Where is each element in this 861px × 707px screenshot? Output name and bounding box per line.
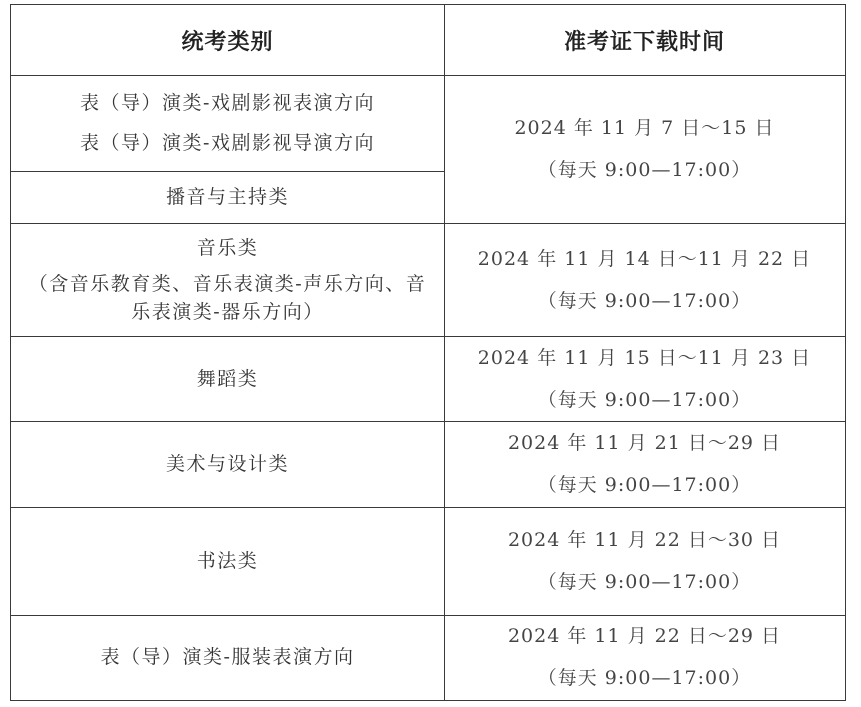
- category-label: 音乐类: [196, 236, 259, 259]
- download-date-range: 2024 年 11 月 14 日～11 月 22 日: [477, 247, 812, 270]
- table-row-time: [444, 615, 845, 699]
- admission-ticket-schedule-table: [10, 4, 846, 701]
- download-date-range: 2024 年 11 月 21 日～29 日: [507, 432, 782, 454]
- table-row-category: [11, 507, 444, 615]
- category-label: 播音与主持类: [165, 186, 289, 208]
- download-hours: （每天 9:00—17:00）: [537, 159, 752, 181]
- table-row-time: [444, 507, 845, 615]
- table-row-category: [11, 615, 444, 699]
- download-date-range: 2024 年 11 月 15 日～11 月 23 日: [477, 346, 812, 369]
- download-hours: （每天 9:00—17:00）: [537, 667, 752, 689]
- download-hours: （每天 9:00—17:00）: [537, 289, 752, 312]
- category-note: 乐表演类-器乐方向）: [131, 300, 324, 323]
- download-date-range: 2024 年 11 月 22 日～29 日: [507, 625, 782, 647]
- table-row-category: [11, 171, 444, 223]
- table-row-time: [444, 223, 845, 336]
- header-category: 统考类别: [181, 29, 274, 55]
- download-hours: （每天 9:00—17:00）: [537, 388, 752, 411]
- download-hours: （每天 9:00—17:00）: [537, 474, 752, 496]
- category-label: 表（导）演类-戏剧影视表演方向: [80, 92, 375, 114]
- download-date-range: 2024 年 11 月 7 日～15 日: [514, 117, 775, 139]
- category-label: 表（导）演类-服装表演方向: [100, 646, 355, 668]
- category-label: 美术与设计类: [165, 453, 289, 475]
- table-row-category: [11, 223, 444, 336]
- category-label: 书法类: [196, 550, 259, 572]
- download-hours: （每天 9:00—17:00）: [537, 571, 752, 593]
- header-download-time: 准考证下载时间: [563, 29, 725, 55]
- category-label: 舞蹈类: [196, 367, 259, 390]
- table-row-time: [444, 336, 845, 421]
- table-row-category: [11, 421, 444, 507]
- table-row-category: [11, 336, 444, 421]
- category-note: （含音乐教育类、音乐表演类-声乐方向、音: [28, 272, 427, 295]
- table-row-time: [444, 75, 845, 223]
- table-row-time: [444, 421, 845, 507]
- category-label: 表（导）演类-戏剧影视导演方向: [80, 132, 375, 154]
- table-row-category: [11, 75, 444, 171]
- download-date-range: 2024 年 11 月 22 日～30 日: [507, 529, 782, 551]
